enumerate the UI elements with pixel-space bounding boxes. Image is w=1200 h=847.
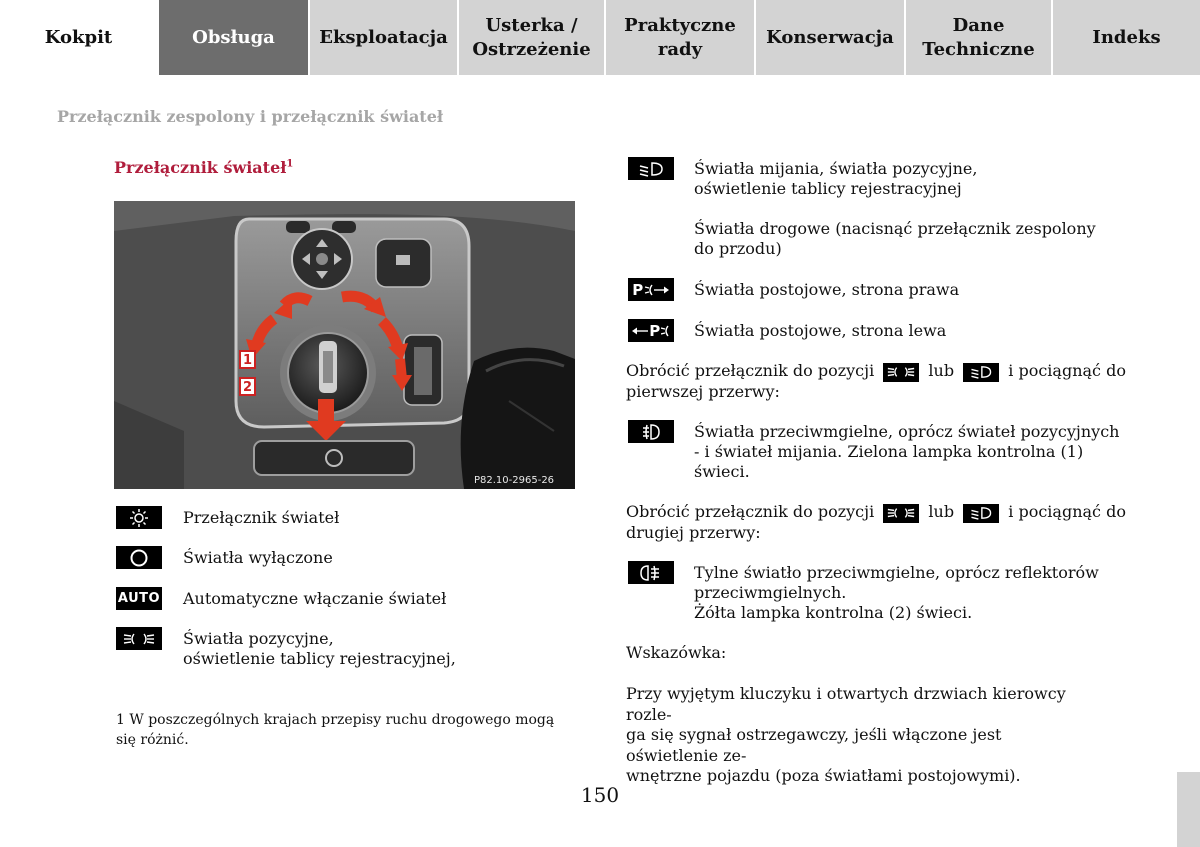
turn-instruction-2 <box>626 502 1126 543</box>
light-switch-photo <box>114 201 575 489</box>
turn-text: lub <box>928 502 955 521</box>
turn-instruction-1 <box>626 361 1126 402</box>
light-switch-icon <box>116 506 162 529</box>
footnote-text: W poszczególnych krajach przepisy ruchu drogowego mogą się różnić. <box>116 712 555 748</box>
turn-text: drugiej przerwy: <box>626 522 761 542</box>
lights-off-icon <box>116 546 162 569</box>
section-title: Przełącznik zespolony i przełącznik świateł <box>57 107 444 126</box>
rear-fog-icon <box>628 561 674 584</box>
note-line: wnętrzne pojazdu (poza światłami postojowymi). <box>626 766 1021 785</box>
page-corner-marker <box>1177 772 1200 847</box>
front-fog-line: świeci. <box>694 462 750 481</box>
parking-left-icon <box>628 319 674 342</box>
turn-text: i pociągnąć do <box>1008 361 1126 380</box>
low-beam-line: oświetlenie tablicy rejestracyjnej <box>694 179 962 198</box>
parking-right-text: Światła postojowe, strona prawa <box>694 280 960 299</box>
tab-label: Usterka / Ostrzeżenie <box>472 14 591 60</box>
high-beam-text <box>694 219 1096 259</box>
photo-caption: P82.10-2965-26 <box>474 475 555 486</box>
item-parking-lights <box>183 629 456 669</box>
parking-right-icon <box>628 278 674 301</box>
item-parking-lights-line: oświetlenie tablicy rejestracyjnej, <box>183 649 456 668</box>
subsection-title <box>114 158 293 177</box>
auto-icon <box>116 587 162 610</box>
indicator-label-1: 1 <box>242 353 253 368</box>
subsection-title-text: Przełącznik świateł <box>114 158 287 177</box>
front-fog-text <box>694 422 1119 482</box>
chapter-tabs <box>0 0 1200 75</box>
low-beam-icon <box>963 504 999 523</box>
item-parking-lights-line: Światła pozycyjne, <box>183 629 334 648</box>
tab-label: Kokpit <box>44 26 113 48</box>
tab-usterka[interactable] <box>459 0 606 75</box>
turn-text: Obrócić przełącznik do pozycji <box>626 361 875 380</box>
tab-label: Konserwacja <box>766 26 894 48</box>
tab-dane-techniczne[interactable] <box>906 0 1053 75</box>
tab-label: Eksploatacja <box>319 26 448 48</box>
high-beam-line: Światła drogowe (nacisnąć przełącznik zespolony <box>694 219 1096 238</box>
turn-text: Obrócić przełącznik do pozycji <box>626 502 875 521</box>
tab-label: Praktyczne rady <box>624 14 736 60</box>
tab-kokpit[interactable] <box>0 0 159 75</box>
low-beam-icon <box>628 157 674 180</box>
turn-text: lub <box>928 361 955 380</box>
front-fog-icon <box>628 420 674 443</box>
turn-text: i pociągnąć do <box>1008 502 1126 521</box>
parking-left-text: Światła postojowe, strona lewa <box>694 321 947 340</box>
parking-left-letter: P <box>649 321 661 340</box>
rear-fog-line: Żółta lampka kontrolna (2) świeci. <box>694 603 973 622</box>
note-line: ga się sygnał ostrzegawczy, jeśli włączone jest oświetlenie ze- <box>626 725 1002 765</box>
rear-fog-text <box>694 563 1099 623</box>
front-fog-line: Światła przeciwmgielne, oprócz świateł pozycyjnych <box>694 422 1120 441</box>
rear-fog-line: Tylne światło przeciwmgielne, oprócz reflektorów <box>694 563 1099 582</box>
tab-praktyczne-rady[interactable] <box>606 0 756 75</box>
low-beam-line: Światła mijania, światła pozycyjne, <box>694 159 978 178</box>
parking-right-letter: P <box>632 280 644 299</box>
turn-text: pierwszej przerwy: <box>626 381 780 401</box>
item-lights-off: Światła wyłączone <box>183 548 333 567</box>
high-beam-line: do przodu) <box>694 239 782 258</box>
front-fog-line: - i świateł mijania. Zielona lampka kontrolna (1) <box>694 442 1084 461</box>
tab-obsluga[interactable] <box>159 0 310 75</box>
footnote-ref: 1 <box>286 158 294 170</box>
note-text <box>626 684 1088 787</box>
indicator-label-2: 2 <box>242 380 253 395</box>
low-beam-text <box>694 159 977 199</box>
tab-label: Indeks <box>1092 26 1161 48</box>
item-light-switch: Przełącznik świateł <box>183 508 340 527</box>
page-number: 150 <box>580 783 620 807</box>
item-auto: Automatyczne włączanie świateł <box>183 589 447 608</box>
tab-label: Obsługa <box>192 26 275 48</box>
note-label: Wskazówka: <box>626 643 727 662</box>
low-beam-icon <box>963 363 999 382</box>
tab-indeks[interactable] <box>1053 0 1200 75</box>
tab-konserwacja[interactable] <box>756 0 906 75</box>
rear-fog-line: przeciwmgielnych. <box>694 583 847 602</box>
tab-eksploatacja[interactable] <box>310 0 459 75</box>
tab-label: Dane Techniczne <box>922 14 1035 60</box>
parking-lights-icon <box>116 627 162 650</box>
footnote-number: 1 <box>116 712 125 728</box>
note-line: Przy wyjętym kluczyku i otwartych drzwiach kierowcy rozle- <box>626 684 1066 724</box>
footnote <box>116 710 566 750</box>
parking-lights-icon <box>883 504 919 523</box>
auto-icon-text: AUTO <box>117 591 161 606</box>
parking-lights-icon <box>883 363 919 382</box>
